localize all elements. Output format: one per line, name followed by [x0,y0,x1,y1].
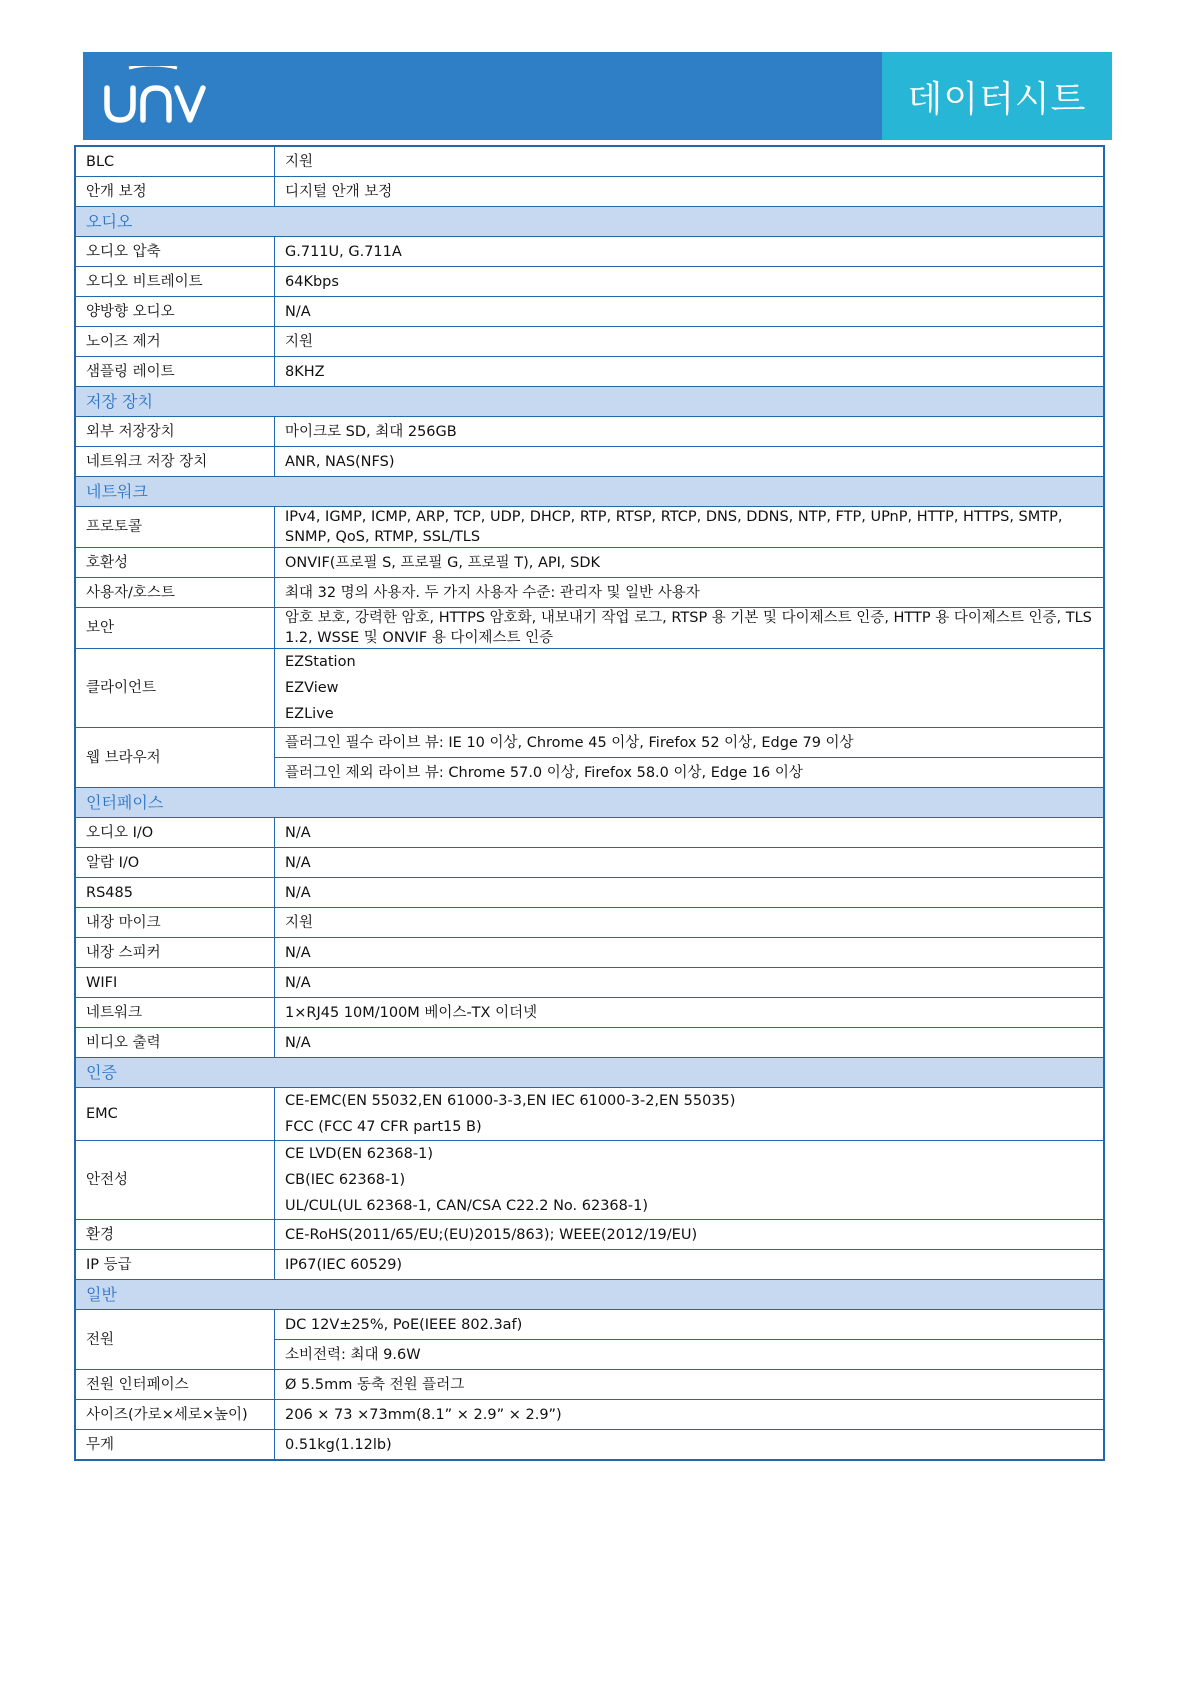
spec-label: 무게 [75,1430,275,1461]
spec-table [74,145,1105,1461]
spec-value: Ø 5.5mm 동축 전원 플러그 [275,1370,1105,1400]
spec-row [75,1141,1104,1220]
spec-value-line: CE LVD(EN 62368-1) [285,1146,433,1162]
section-header-audio [75,207,1104,237]
spec-value-line: CB(IEC 62368-1) [285,1172,406,1188]
spec-value-line: CE-EMC(EN 55032,EN 61000-3-3,EN IEC 61000-3-2,EN 55035) [285,1093,736,1109]
spec-label: 안전성 [75,1141,275,1220]
spec-label: 클라이언트 [75,649,275,728]
spec-label: 오디오 압축 [75,237,275,267]
spec-value-line: EZView [285,680,339,696]
spec-row [75,728,1104,758]
spec-value: IP67(IEC 60529) [275,1250,1105,1280]
spec-row [75,507,1104,548]
spec-row [75,1220,1104,1250]
spec-row [75,357,1104,387]
section-title: 오디오 [75,207,1104,237]
spec-row [75,998,1104,1028]
spec-row [75,1088,1104,1141]
spec-value: 최대 32 명의 사용자. 두 가지 사용자 수준: 관리자 및 일반 사용자 [275,578,1105,608]
spec-value: 플러그인 제외 라이브 뷰: Chrome 57.0 이상, Firefox 58.0 이상, Edge 16 이상 [275,758,1105,788]
spec-row [75,1400,1104,1430]
spec-row [75,548,1104,578]
spec-value [275,649,1105,728]
unv-logo [101,66,211,128]
spec-value: 지원 [275,327,1105,357]
spec-row [75,417,1104,447]
spec-value: ONVIF(프로필 S, 프로필 G, 프로필 T), API, SDK [275,548,1105,578]
spec-label: 오디오 I/O [75,818,275,848]
spec-row [75,608,1104,649]
spec-value: ANR, NAS(NFS) [275,447,1105,477]
section-header-general [75,1280,1104,1310]
spec-row [75,177,1104,207]
spec-label: EMC [75,1088,275,1141]
section-title: 네트워크 [75,477,1104,507]
spec-label: 사용자/호스트 [75,578,275,608]
spec-label: 샘플링 레이트 [75,357,275,387]
page-title: 데이터시트 [907,78,1087,120]
spec-row [75,447,1104,477]
spec-value [275,1141,1105,1220]
brand-bar [83,52,882,140]
spec-value: N/A [275,968,1105,998]
spec-row [75,848,1104,878]
spec-value: 1×RJ45 10M/100M 베이스-TX 이더넷 [275,998,1105,1028]
spec-label: RS485 [75,878,275,908]
section-header-interface [75,788,1104,818]
spec-value: N/A [275,848,1105,878]
section-title: 인증 [75,1058,1104,1088]
spec-value: 디지털 안개 보정 [275,177,1105,207]
spec-value: N/A [275,878,1105,908]
spec-row [75,237,1104,267]
spec-label: 네트워크 저장 장치 [75,447,275,477]
section-header-certification [75,1058,1104,1088]
spec-row [75,146,1104,177]
spec-value: 마이크로 SD, 최대 256GB [275,417,1105,447]
spec-value: 64Kbps [275,267,1105,297]
section-header-storage [75,387,1104,417]
spec-row [75,578,1104,608]
spec-label: 환경 [75,1220,275,1250]
spec-value: 206 × 73 ×73mm(8.1” × 2.9” × 2.9”) [275,1400,1105,1430]
spec-label: 알람 I/O [75,848,275,878]
spec-label: 호환성 [75,548,275,578]
spec-label: 보안 [75,608,275,649]
spec-row [75,938,1104,968]
spec-row [75,1430,1104,1461]
spec-label: 외부 저장장치 [75,417,275,447]
section-title: 저장 장치 [75,387,1104,417]
spec-value: G.711U, G.711A [275,237,1105,267]
spec-value: 0.51kg(1.12lb) [275,1430,1105,1461]
spec-row [75,297,1104,327]
spec-value-line: UL/CUL(UL 62368-1, CAN/CSA C22.2 No. 62368-1) [285,1198,648,1214]
section-title: 일반 [75,1280,1104,1310]
spec-label: 비디오 출력 [75,1028,275,1058]
spec-label: 내장 마이크 [75,908,275,938]
spec-row [75,1250,1104,1280]
spec-label: 웹 브라우저 [75,728,275,788]
spec-value: 8KHZ [275,357,1105,387]
spec-row [75,1028,1104,1058]
spec-value: N/A [275,818,1105,848]
spec-label: 프로토콜 [75,507,275,548]
spec-row [75,908,1104,938]
spec-label: 전원 인터페이스 [75,1370,275,1400]
spec-value: 지원 [275,146,1105,177]
spec-row [75,267,1104,297]
spec-label: 노이즈 제거 [75,327,275,357]
spec-label: WIFI [75,968,275,998]
spec-value [275,1088,1105,1141]
spec-value: 소비전력: 최대 9.6W [275,1340,1105,1370]
spec-row [75,818,1104,848]
spec-label: 내장 스피커 [75,938,275,968]
spec-label: 네트워크 [75,998,275,1028]
section-header-network [75,477,1104,507]
spec-label: 전원 [75,1310,275,1370]
spec-row [75,327,1104,357]
spec-label: 양방향 오디오 [75,297,275,327]
spec-label: 오디오 비트레이트 [75,267,275,297]
spec-value: DC 12V±25%, PoE(IEEE 802.3af) [275,1310,1105,1340]
spec-value: 플러그인 필수 라이브 뷰: IE 10 이상, Chrome 45 이상, Firefox 52 이상, Edge 79 이상 [275,728,1105,758]
spec-row [75,649,1104,728]
spec-value: N/A [275,297,1105,327]
spec-value: N/A [275,1028,1105,1058]
page-header [83,52,1112,140]
spec-value: N/A [275,938,1105,968]
spec-row [75,1310,1104,1340]
spec-label: IP 등급 [75,1250,275,1280]
spec-row [75,1370,1104,1400]
datasheet-title-box [882,52,1112,140]
spec-label: 안개 보정 [75,177,275,207]
spec-value: 지원 [275,908,1105,938]
spec-label: BLC [75,146,275,177]
spec-value-line: FCC (FCC 47 CFR part15 B) [285,1119,482,1135]
spec-row [75,968,1104,998]
spec-row [75,878,1104,908]
spec-value-line: EZStation [285,654,356,670]
spec-value: CE-RoHS(2011/65/EU;(EU)2015/863); WEEE(2012/19/EU) [275,1220,1105,1250]
spec-value: 암호 보호, 강력한 암호, HTTPS 암호화, 내보내기 작업 로그, RTSP 용 기본 및 다이제스트 인증, HTTP 용 다이제스트 인증, TLS 1.2, WSSE 및 ONVIF 용 다이제스트 인증 [275,608,1105,649]
spec-label: 사이즈(가로×세로×높이) [75,1400,275,1430]
section-title: 인터페이스 [75,788,1104,818]
spec-value-line: EZLive [285,706,334,722]
spec-value: IPv4, IGMP, ICMP, ARP, TCP, UDP, DHCP, RTP, RTSP, RTCP, DNS, DDNS, NTP, FTP, UPnP, HTTP, HTTPS, SMTP, SNMP, QoS, RTMP, SSL/TLS [275,507,1105,548]
